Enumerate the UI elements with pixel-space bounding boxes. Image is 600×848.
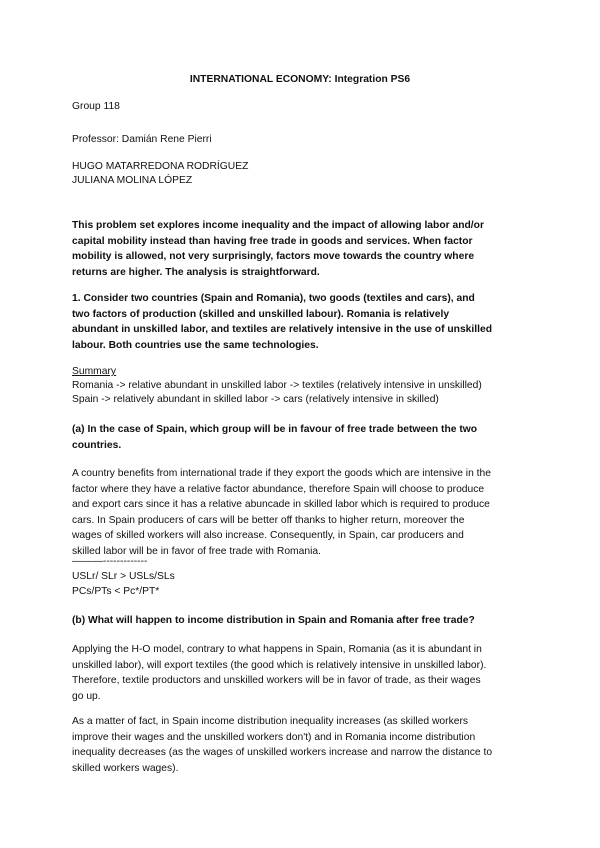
professor-name: Professor: Damián Rene Pierri xyxy=(72,134,212,145)
text-line: Applying the H-O model, contrary to what happens in Spain, Romania (as it is abundant in xyxy=(72,644,482,655)
formula-line: PCs/PTs < Pc*/PT* xyxy=(72,586,160,597)
text-line: two factors of production (skilled and unskilled labour). Romania is relatively xyxy=(72,308,450,320)
summary-line: Spain -> relatively abundant in skilled labor -> cars (relatively intensive in skilled) xyxy=(72,394,439,405)
text-line: A country benefits from international trade if they export the goods which are intensive in the xyxy=(72,468,491,479)
text-line: mobility is allowed, not very surprisingly, factors move towards the country where xyxy=(72,251,475,263)
author-name: HUGO MATARREDONA RODRÍGUEZ xyxy=(72,161,249,172)
document-title: INTERNATIONAL ECONOMY: Integration PS6 xyxy=(189,74,411,85)
part-b-question: (b) What will happen to income distribution in Spain and Romania after free trade? xyxy=(72,615,475,626)
text-line: improve their wages and the unskilled workers don't) and in Romania income distribution xyxy=(72,731,476,743)
group-number: Group 118 xyxy=(72,101,120,112)
text-line: go up. xyxy=(72,690,101,702)
summary-line: Romania -> relative abundant in unskilled labor -> textiles (relatively intensive in unskilled) xyxy=(72,380,482,391)
intro-paragraph xyxy=(72,218,532,280)
author-name: JULIANA MOLINA LÓPEZ xyxy=(72,175,193,186)
text-line: (a) In the case of Spain, which group will be in favour of free trade between the two xyxy=(72,424,478,435)
part-a-question xyxy=(72,422,532,453)
text-line: returns are higher. The analysis is straightforward. xyxy=(72,266,320,278)
text-line: labour. Both countries use the same technologies. xyxy=(72,339,319,351)
text-line: cars. In Spain producers of cars will be better off thanks to higher return, moreover the xyxy=(72,514,465,526)
text-line: skilled workers wages). xyxy=(72,762,179,774)
summary-heading: Summary xyxy=(72,366,117,377)
text-line: abundant in unskilled labor, and textiles are relatively intensive in the use of unskilled xyxy=(72,324,493,336)
text-line: 1. Consider two countries (Spain and Romania), two goods (textiles and cars), and xyxy=(72,293,475,304)
text-line: capital mobility instead than having free trade in goods and services. When factor xyxy=(72,235,473,247)
text-line: wages of skilled workers will also increase. Consequently, in Spain, car producers and xyxy=(72,530,464,542)
formula-line: USLr/ SLr > USLs/SLs xyxy=(72,571,175,582)
text-line: Therefore, textile productors and unskilled workers will be in favor of trade, as their wages xyxy=(72,675,481,687)
text-line: countries. xyxy=(72,439,122,451)
part-b-paragraph-1 xyxy=(72,642,532,704)
text-line: skilled labor will be in favor of free trade with Romania. xyxy=(72,545,321,557)
text-line: and export cars since it has a relative abuncade in skilled labor which is required to produce xyxy=(72,499,490,511)
text-line: inequality decreases (as the wages of unskilled workers increase and narrow the distance to xyxy=(72,747,493,759)
part-b-paragraph-2 xyxy=(72,714,532,776)
divider-line: ———------------- xyxy=(72,556,148,567)
part-a-answer xyxy=(72,466,532,560)
question-1 xyxy=(72,291,532,353)
text-line: factor where they have a relative factor abundance, therefore Spain will choose to produce xyxy=(72,483,485,495)
text-line: unskilled labor), will export textiles (the good which is relatively intensive in unskilled labor). xyxy=(72,659,487,671)
text-line: This problem set explores income inequality and the impact of allowing labor and/or xyxy=(72,220,484,231)
text-line: As a matter of fact, in Spain income distribution inequality increases (as skilled workers xyxy=(72,716,469,727)
